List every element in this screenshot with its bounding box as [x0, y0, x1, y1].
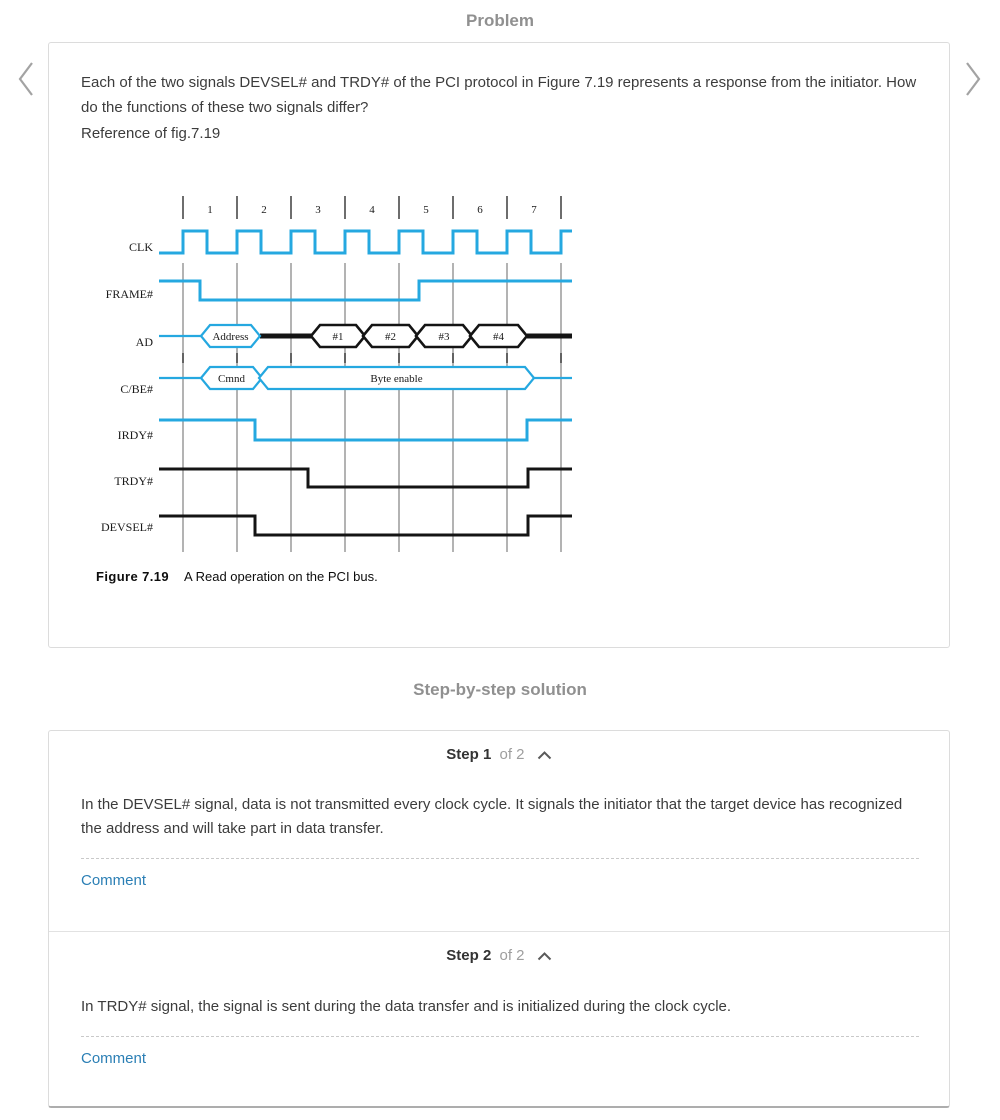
bus-label: #2 [385, 331, 396, 343]
signal-label-CLK: CLK [129, 240, 153, 254]
step-2-body: In TRDY# signal, the signal is sent during the data transfer and is initialized during the clock cycle. [81, 998, 732, 1015]
signal-label-AD: AD [135, 335, 153, 349]
cycle-number: 4 [369, 204, 375, 216]
cycle-number: 7 [531, 204, 537, 216]
cycle-number: 1 [207, 204, 213, 216]
step-2-label: Step 2 [446, 947, 492, 964]
bus-label: Address [212, 331, 249, 343]
signal-label-TRDY: TRDY# [114, 474, 153, 488]
next-problem-button[interactable] [964, 60, 982, 103]
bus-label: #3 [438, 331, 450, 343]
signal-wave-FRAME [159, 281, 572, 300]
signal-wave-DEVSEL [159, 516, 572, 535]
cycle-number: 2 [261, 204, 267, 216]
figure-caption [96, 569, 378, 584]
signal-label-FRAME: FRAME# [105, 287, 153, 301]
solution-section-title: Step-by-step solution [413, 680, 587, 699]
signal-label-IRDY: IRDY# [117, 428, 153, 442]
bus-label: #4 [493, 331, 504, 343]
cycle-number: 3 [315, 204, 321, 216]
problem-reference-text: Reference of fig.7.19 [81, 125, 221, 142]
solution-card [48, 730, 950, 1108]
bus-label: Byte enable [370, 373, 423, 385]
chevron-left-icon [17, 60, 35, 98]
step-1-count: of 2 [499, 746, 525, 763]
figure-7-19 [91, 186, 581, 571]
signal-label-DEVSEL: DEVSEL# [101, 520, 153, 534]
signal-wave-IRDY [159, 420, 572, 440]
problem-question-text: Each of the two signals DEVSEL# and TRDY# of the PCI protocol in Figure 7.19 represents a response from the initiator. How do the functions of these two signals differ? [81, 74, 917, 116]
step-2-collapse-button[interactable] [537, 948, 552, 965]
step-2-comment-link[interactable]: Comment [81, 1050, 147, 1067]
step-1-body: In the DEVSEL# signal, data is not transmitted every clock cycle. It signals the initiator that the target device has recognized the address and will take part in data transfer. [81, 796, 903, 837]
bus-label: Cmnd [218, 373, 245, 385]
figure-caption-text: A Read operation on the PCI bus. [184, 569, 378, 584]
chevron-up-icon [537, 952, 552, 961]
signal-wave-TRDY [159, 469, 572, 487]
step-2-header [49, 947, 949, 965]
chevron-right-icon [964, 60, 982, 98]
divider [81, 1036, 919, 1037]
problem-card [48, 42, 950, 648]
signal-wave-clk [159, 231, 572, 253]
step-1-header [49, 746, 949, 764]
previous-problem-button[interactable] [17, 60, 35, 103]
step-1-label: Step 1 [446, 746, 492, 763]
step-1-section [49, 731, 949, 932]
bus-label: #1 [332, 331, 344, 343]
cycle-number: 5 [423, 204, 429, 216]
step-1-comment-link[interactable]: Comment [81, 872, 147, 889]
problem-section-title: Problem [465, 11, 535, 30]
cycle-number: 6 [477, 204, 483, 216]
step-2-section [49, 932, 949, 1107]
step-1-collapse-button[interactable] [537, 747, 552, 764]
divider [81, 858, 919, 859]
figure-caption-label: Figure 7.19 [96, 569, 170, 584]
signal-label-CBE: C/BE# [120, 382, 153, 396]
chevron-up-icon [537, 751, 552, 760]
step-2-count: of 2 [499, 947, 525, 964]
timing-diagram [91, 186, 581, 566]
